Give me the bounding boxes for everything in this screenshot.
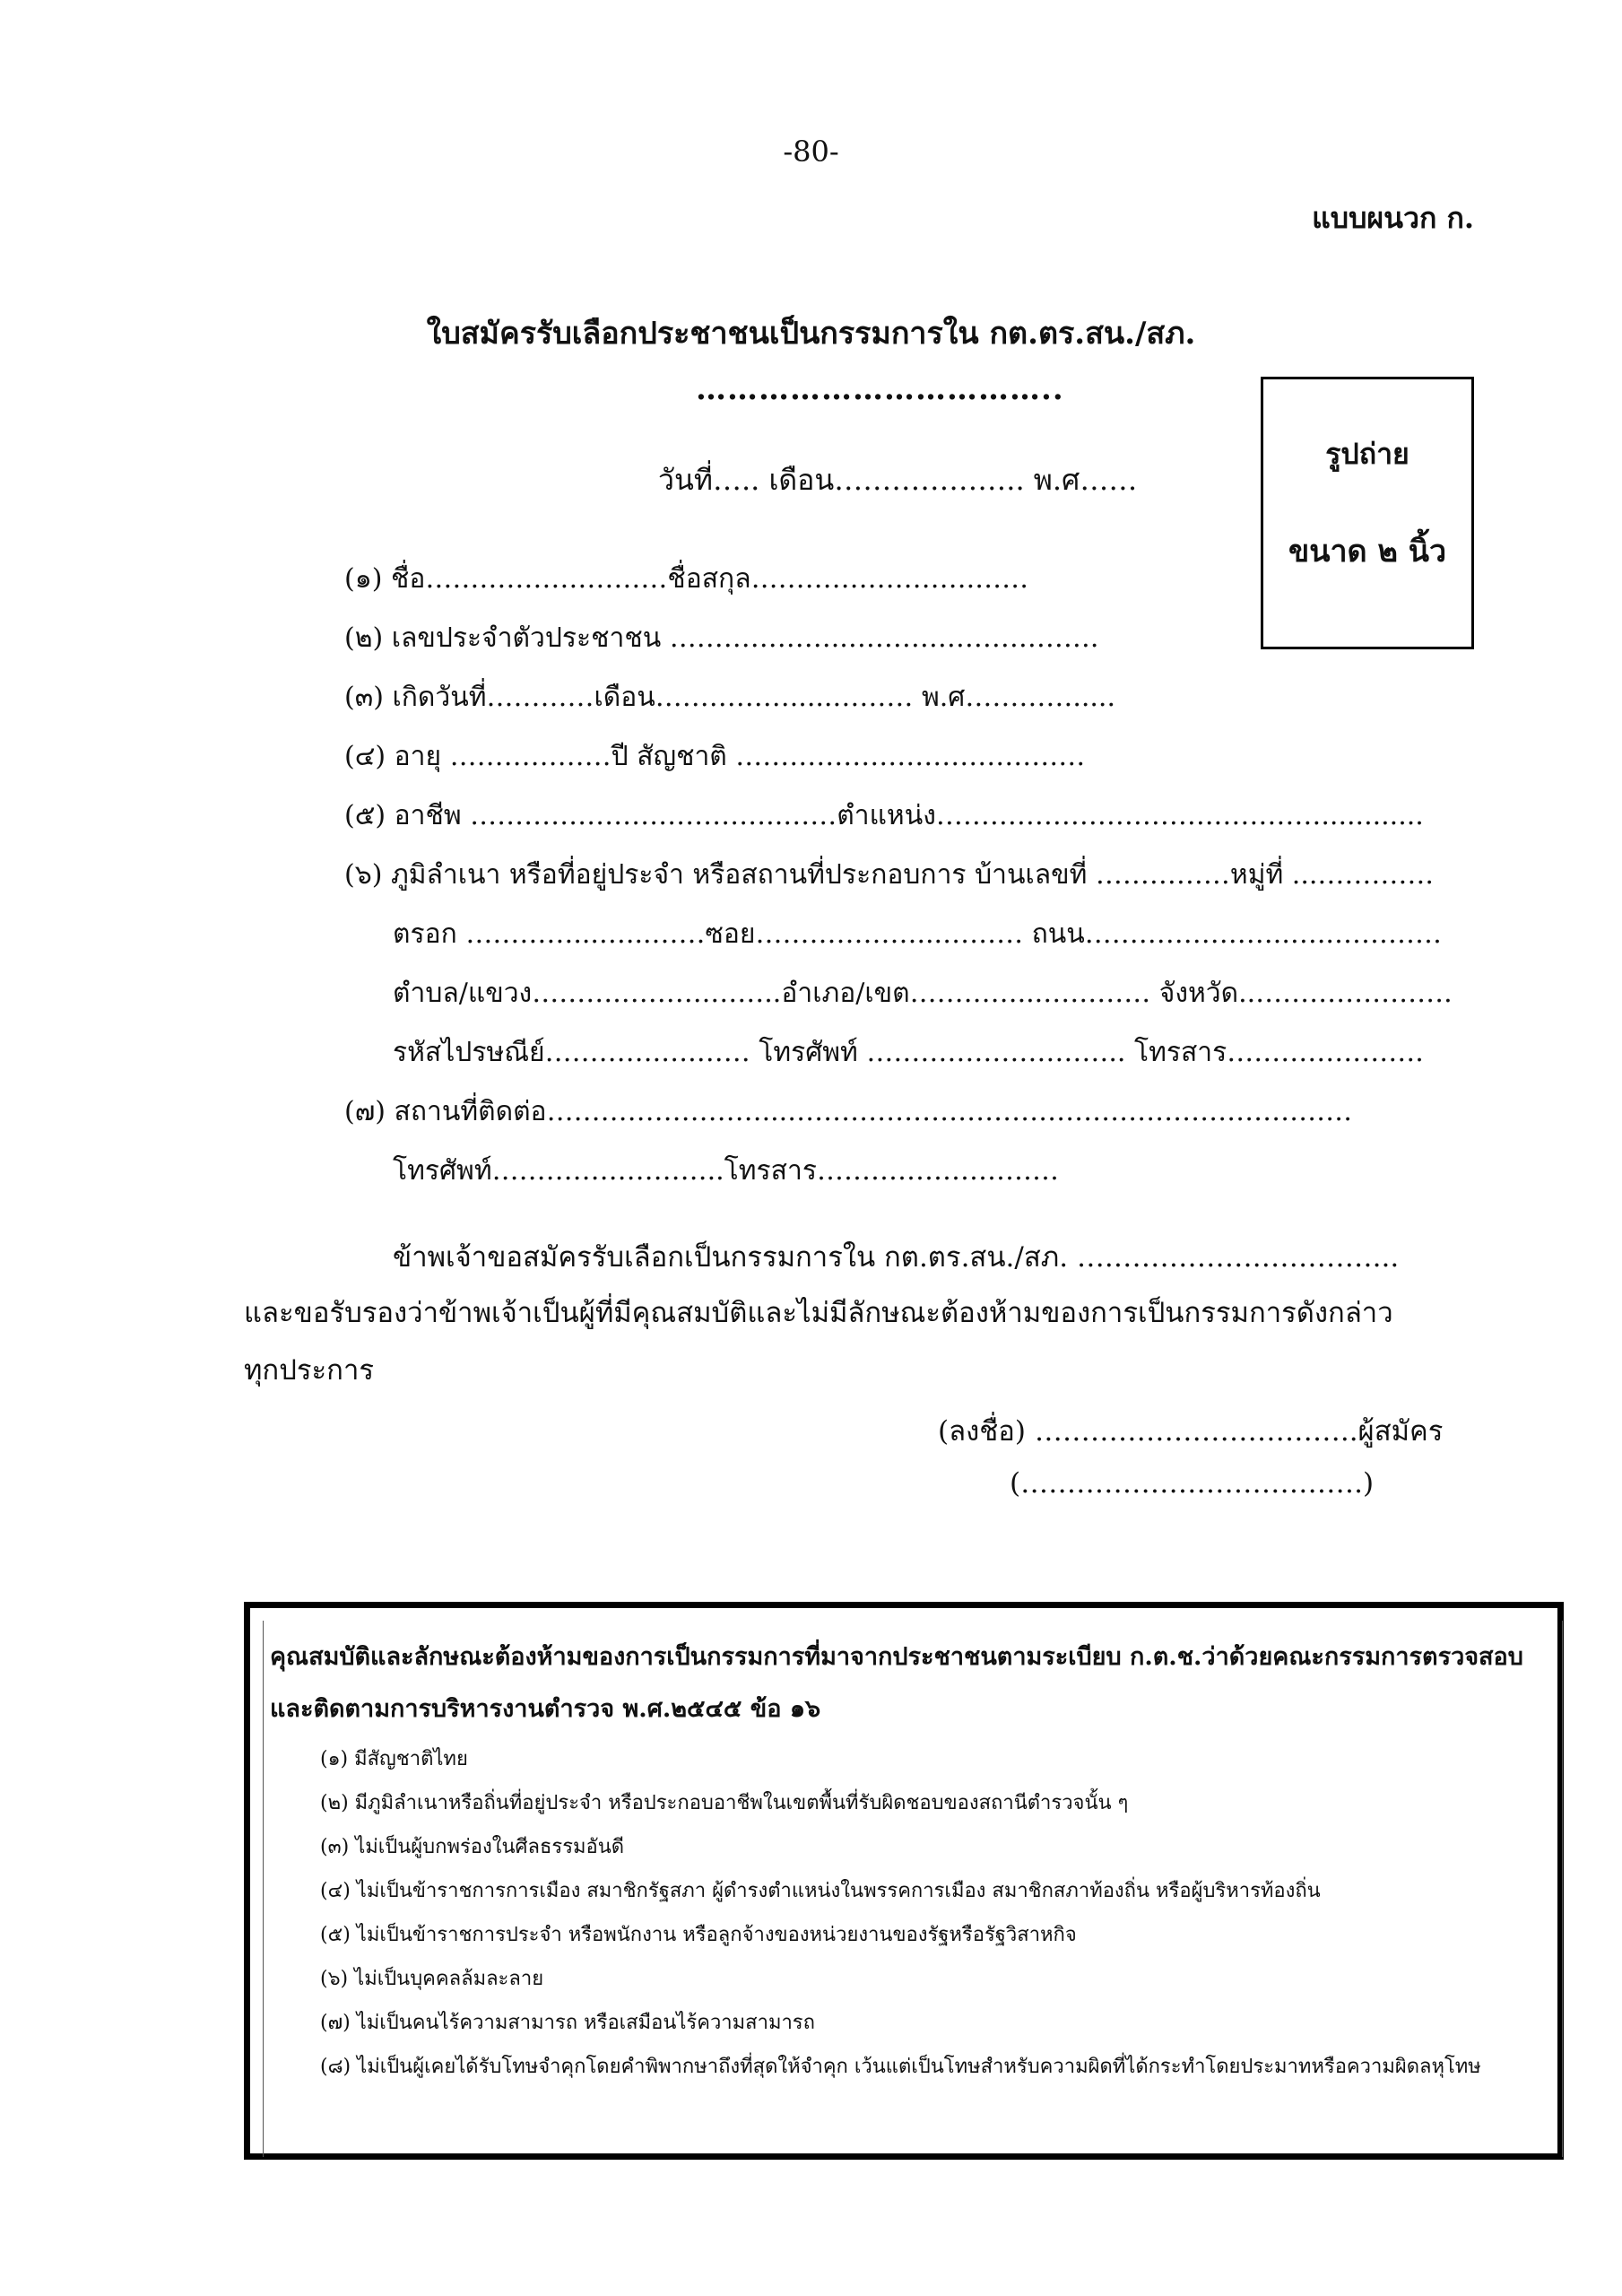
qualification-item: (๔) ไม่เป็นข้าราชการการเมือง สมาชิกรัฐสภา ผู้ดำรงตำแหน่งในพรรคการเมือง สมาชิกสภาท้องถิ่น หรือผู้บริหารท้องถิ่น xyxy=(320,1880,1321,1902)
qualification-item: (๕) ไม่เป็นข้าราชการประจำ หรือพนักงาน หรือลูกจ้างของหน่วยงานของรัฐหรือรัฐวิสาหกิจ xyxy=(320,1924,1077,1946)
field-address-road[interactable]: ตรอก …………...…...……ซอย………………...……… ถนน…………………..…..………… xyxy=(393,918,1442,950)
qualification-item: (๘) ไม่เป็นผู้เคยได้รับโทษจำคุกโดยคำพิพากษาถึงที่สุดให้จำคุก เว้นแต่เป็นโทษสำหรับความผิดที่ได้กระทำโดยประมาทหรือความผิดลหุโทษ xyxy=(320,2056,1481,2078)
field-address-district[interactable]: ตำบล/แขวง……….……….……..อำเภอ/เขต…………...………… จังหวัด..…………………. xyxy=(393,978,1453,1009)
field-contact[interactable]: (๗) สถานที่ติดต่อ……………………...……………………………………………………… xyxy=(344,1096,1353,1127)
qualification-item: (๖) ไม่เป็นบุคคลล้มละลาย xyxy=(320,1968,544,1990)
statement-line-3: ทุกประการ xyxy=(244,1354,375,1387)
field-birth-date[interactable]: (๓) เกิดวันที่…………เดือน…………….....……… พ.ศ…………..... xyxy=(344,682,1115,713)
field-address-postal[interactable]: รหัสไปรษณีย์………….….…… โทรศัพท์ ……………………….. โทรสาร…………………. xyxy=(393,1037,1424,1068)
statement-line-2: และขอรับรองว่าข้าพเจ้าเป็นผู้ที่มีคุณสมบัติและไม่มีลักษณะต้องห้ามของการเป็นกรรมการดังกล่าว xyxy=(244,1297,1393,1329)
title-blank-line[interactable]: …………………………….. xyxy=(696,371,1064,407)
photo-size-label: ขนาด ๒ นิ้ว xyxy=(1288,534,1447,570)
qualification-item: (๒) มีภูมิลำเนาหรือถิ่นที่อยู่ประจำ หรือประกอบอาชีพในเขตพื้นที่รับผิดชอบของสถานีตำรวจนั้น ๆ xyxy=(320,1792,1129,1814)
form-title: ใบสมัครรับเลือกประชาชนเป็นกรรมการใน กต.ตร.สน./สภ. xyxy=(426,316,1196,352)
qualification-item: (๑) มีสัญชาติไทย xyxy=(320,1748,468,1770)
field-occupation[interactable]: (๕) อาชีพ ……………………………..……ตำแหน่ง………………………….…………............ xyxy=(344,800,1424,831)
qualifications-box xyxy=(244,1602,1564,2160)
photo-label: รูปถ่าย xyxy=(1325,437,1409,471)
qualification-item: (๓) ไม่เป็นผู้บกพร่องในศีลธรรมอันดี xyxy=(320,1836,625,1858)
annex-label: แบบผนวก ก. xyxy=(1312,201,1474,235)
qualification-item: (๗) ไม่เป็นคนไร้ความสามารถ หรือเสมือนไร้ความสามารถ xyxy=(320,2012,815,2034)
field-id-number[interactable]: (๒) เลขประจำตัวประชาชน ………………..………………………. xyxy=(344,622,1099,654)
date-line[interactable]: วันที่….. เดือน……………….. พ.ศ…… xyxy=(658,463,1138,497)
signature-line[interactable]: (ลงชื่อ) ……………………………..ผู้สมัคร xyxy=(938,1415,1444,1448)
signature-name-line[interactable]: (……………………………….) xyxy=(1010,1467,1375,1500)
field-age-nationality[interactable]: (๔) อายุ ………………ปี สัญชาติ ………………………………… xyxy=(344,741,1086,772)
photo-box xyxy=(1261,377,1474,649)
field-contact-phone[interactable]: โทรศัพท์……………………..โทรสาร……………………… xyxy=(393,1155,1059,1187)
statement-line-1: ข้าพเจ้าขอสมัครรับเลือกเป็นกรรมการใน กต.ตร.สน./สภ. ….…………….…………... xyxy=(393,1241,1400,1274)
qualifications-heading-line-2: และติดตามการบริหารงานตำรวจ พ.ศ.๒๕๔๕ ข้อ ๑๖ xyxy=(270,1695,821,1723)
field-address[interactable]: (๖) ภูมิลำเนา หรือที่อยู่ประจำ หรือสถานที่ประกอบการ บ้านเลขที่ ……………หมู่ที่ ...…………. xyxy=(344,859,1434,891)
page-number: -80- xyxy=(783,135,839,169)
qualifications-heading-line-1: คุณสมบัติและลักษณะต้องห้ามของการเป็นกรรมการที่มาจากประชาชนตามระเบียบ ก.ต.ช.ว่าด้วยคณะกรรมการตรวจสอบ xyxy=(270,1643,1523,1671)
field-name[interactable]: (๑) ชื่อ………………………ชื่อสกุล…………………….…… xyxy=(344,563,1029,595)
